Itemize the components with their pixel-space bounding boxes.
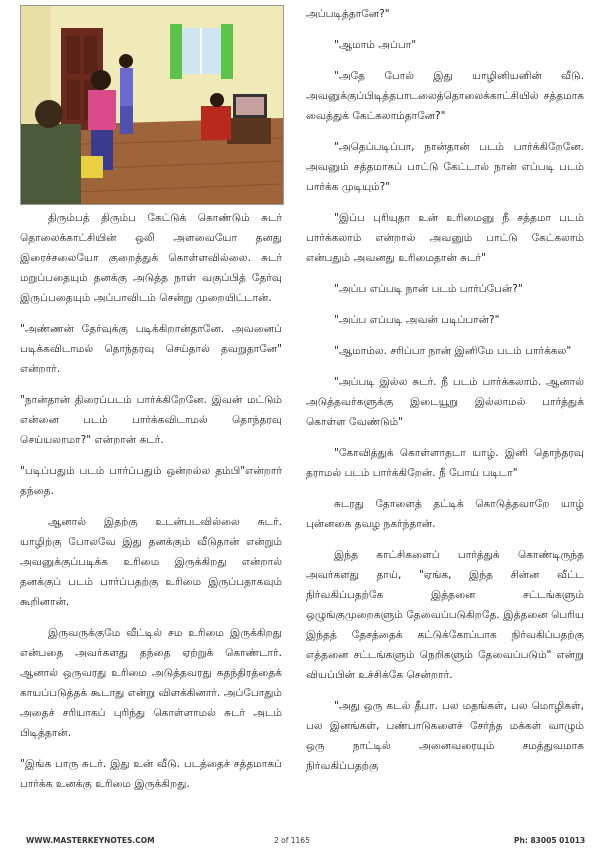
page-footer bbox=[0, 834, 600, 849]
left-text-column bbox=[20, 208, 282, 805]
paragraph: "படிப்பதும் படம் பார்ப்பதும் ஒன்றல்ல தம்பி"என்றார் தந்தை. bbox=[20, 465, 282, 497]
footer-phone: Ph: 83005 01013 bbox=[514, 836, 586, 845]
paragraph: "கோவித்துக் கொள்ளாதடா யாழ். இனி தொந்தரவு தராமல் படம் பார்க்கிறேன். நீ போய் படிடா" bbox=[306, 447, 584, 479]
paragraph: "ஆமாம் அப்பா" bbox=[334, 39, 417, 51]
paragraph: "அதெப்படிப்பா, நான்தான் படம் பார்க்கிறேனே. அவனும் சத்தமாகப் பாட்டு கேட்டால் நான் எப்படி படம் பார்க்க முடியும்?" bbox=[306, 141, 584, 193]
living-room-scene bbox=[21, 6, 283, 204]
paragraph: "அப்ப எப்படி அவன் படிப்பான்?" bbox=[334, 314, 500, 326]
footer-page-number: 2 of 1165 bbox=[274, 836, 310, 845]
paragraph: "அண்ணன் தேர்வுக்கு படிக்கிறான்தானே. அவனைப் படிக்கவிடாமல் தொந்தரவு செய்தால் தவறுதானே" என்றார். bbox=[20, 323, 282, 375]
footer-website[interactable]: WWW.MASTERKEYNOTES.COM bbox=[26, 836, 155, 845]
paragraph: அப்படித்தானே?" bbox=[306, 8, 390, 20]
paragraph: சுடரது தோளைத் தட்டிக் கொடுத்தவாறே யாழ் புன்னகை தவழ நகர்ந்தான். bbox=[306, 498, 584, 530]
paragraph: இந்த காட்சிகளைப் பார்த்துக் கொண்டிருந்த அவர்களது தாய், "ஏங்க, இந்த சின்ன வீட்ட நிர்வகிப்பதற்கே இத்தனை சட்டங்களும் ஒழுங்குமுறைகளும் தேவைப்படுகிறதே. இத்தனை பெரிய இந்தத் தேசத்தைக் கட்டுக்கோப்பாக நிர்வகிப்பதற்கு எத்தனை சட்டங்களும் நெறிகளும் தேவைப்படும்" என்று வியப்பின் உச்சிக்கே சென்றார். bbox=[306, 549, 584, 681]
boy-standing bbox=[88, 90, 116, 130]
armchair bbox=[201, 106, 231, 140]
father-figure bbox=[21, 124, 81, 204]
paragraph: "அப்படி இல்ல சுடர். நீ படம் பார்க்கலாம். ஆனால் அடுத்தவர்களுக்கு இடையூறு இல்லாமல் பார்த்துக் கொள்ள வேண்டும்" bbox=[306, 376, 584, 428]
paragraph: "இங்க பாரு சுடர். இது உன் வீடு. படத்தைச் சத்தமாகப் பார்க்க உனக்கு உரிமை இருக்கிறது. bbox=[20, 758, 282, 790]
paragraph: "அதே போல் இது யாழினியனின் வீடு. அவனுக்குப்பிடித்தபாடலைத்தொலைக்காட்சியில் சத்தமாக வைத்துக் கேட்கலாம்தானே?" bbox=[306, 70, 584, 122]
paragraph: "ஆமாம்ல. சரிப்பா நான் இனிமே படம் பார்க்கல" bbox=[334, 345, 572, 357]
paragraph: "அது ஒரு கடல் தீபா. பல மதங்கள், பல மொழிகள், பல இனங்கள், பண்பாடுகளைச் சேர்ந்த மக்கள் வாழும் ஒரு நாட்டில் அனைவரையும் சமத்துவமாக நிர்வகிப்பதற்கு bbox=[306, 700, 584, 772]
paragraph: "நான்தான் திரைப்படம் பார்க்கிறேனே. இவன் மட்டும் என்னை படம் பார்க்கவிடாமல் தொந்தரவு செய்யலாமா?" என்றான் சுடர். bbox=[20, 394, 282, 446]
paragraph: ஆனால் இதற்கு உடன்படவில்லை சுடர். யாழிற்கு போலவே இது தனக்கும் வீடுதான் என்றும் அவனுக்குப்படிக்க உரிமை இருக்கிறது என்றால் தனக்குப் படம் பார்ப்பதற்கு உரிமை இருப்பதாகவும் கூறினான். bbox=[20, 516, 282, 608]
story-illustration bbox=[20, 5, 284, 205]
right-text-column bbox=[306, 4, 584, 787]
paragraph: "இப்ப புரியுதா உன் உரிமைனு நீ சத்தமா படம் பார்க்கலாம் என்றால் அவனும் பாட்டு கேட்கலாம் என்பதும் அவனது உரிமைதான் சுடர்" bbox=[306, 212, 584, 264]
paragraph: திரும்பத் திரும்ப கேட்டுக் கொண்டும் சுடர் தொலைக்காட்சியின் ஒலி அளவையோ தனது இரைச்சலையோ குறைத்துக் கொள்ளவில்லை. சுடர் மறுப்பதையும் தனக்கு அடுத்த நாள் வகுப்பித் தேர்வு இருப்பதையும் அப்பாவிடம் சென்று முறையிட்டான். bbox=[20, 212, 282, 304]
paragraph: இருவருக்குமே வீட்டில் சம உரிமை இருக்கிறது என்பதை அவர்களது தந்தை ஏற்றுக் கொண்டார். ஆனால் ஒருவரது உரிமை அடுத்தவரது சுதந்திரத்தைக் காயப்படுத்தக் கூடாது என்று விளக்கினார். அப்போதும் அதைச் சரியாகப் புரிந்து கொள்ளாமல் சுடர் அடம் பிடித்தான். bbox=[20, 627, 282, 739]
paragraph: "அப்ப எப்படி நான் படம் பார்ப்பேன்?" bbox=[334, 283, 523, 295]
